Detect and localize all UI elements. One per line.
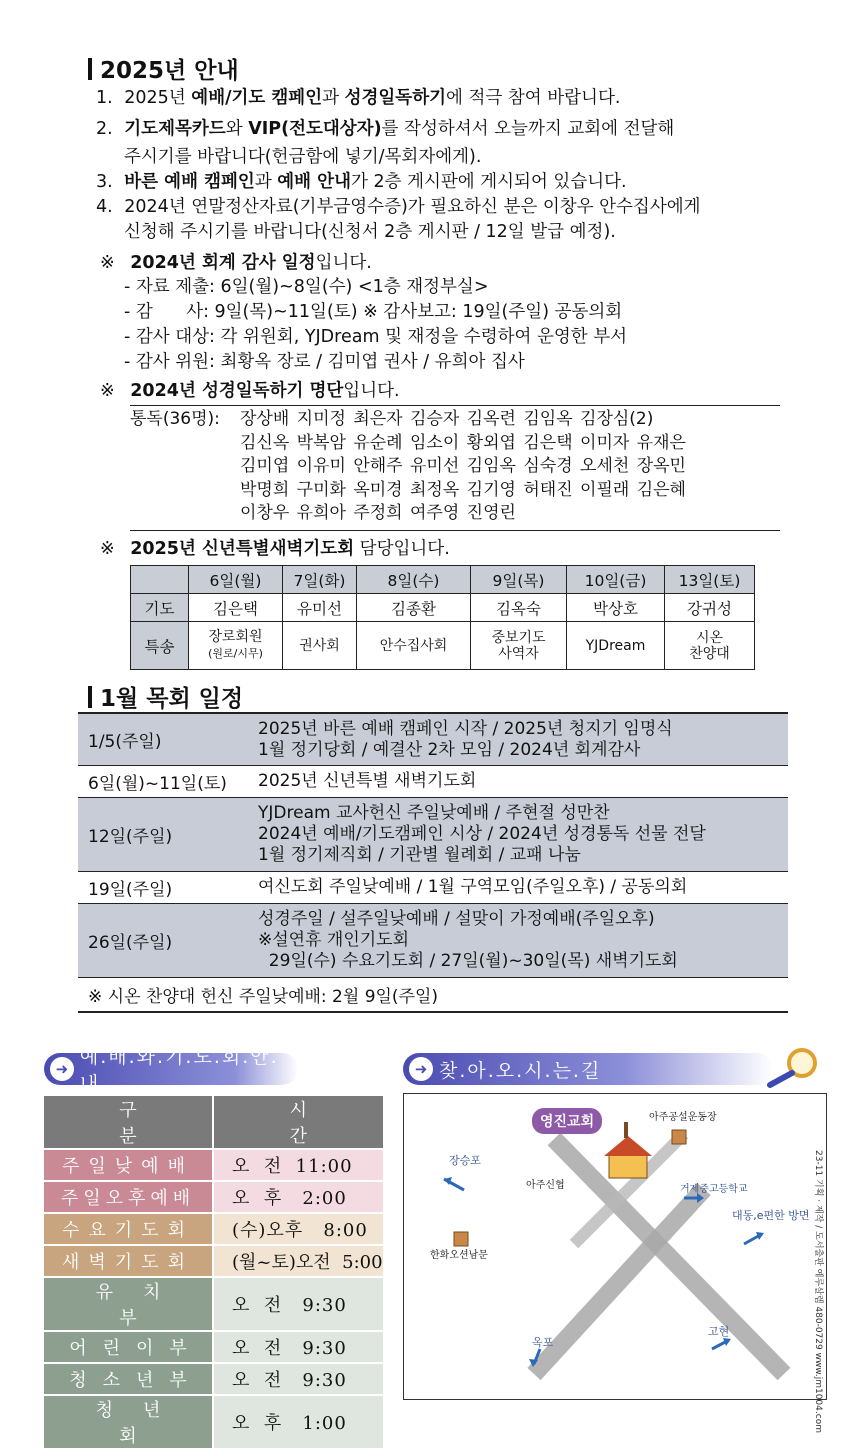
table-row [44, 1278, 383, 1330]
service-name: 청소년부 [44, 1364, 212, 1394]
audit-line-3: - 감사 대상: 각 위원회, YJDream 및 재정을 수령하여 운영한 부서 [124, 327, 628, 347]
item-text: 2024년 연말정산자료(기부금영수증)가 필요하신 분은 이창우 안수집사에게 [124, 197, 701, 217]
service-name: 새벽기도회 [44, 1246, 212, 1276]
desc-line: 1월 정기제직회 / 기관별 월례회 / 교패 나눔 [258, 845, 581, 865]
table-cell: 강귀성 [665, 594, 755, 622]
map-title-text: 찾.아.오.시.는.길 [439, 1059, 602, 1082]
day-header: 10일(금) [567, 566, 665, 594]
dawn-heading-bold: 2025년 신년특별새벽기도회 [130, 539, 355, 559]
schedule-date: 1/5(주일) [88, 732, 162, 752]
desc-line: ※설연휴 개인기도회 [258, 930, 410, 950]
day-header: 13일(토) [665, 566, 755, 594]
table-row [44, 1364, 383, 1394]
church-label: 영진교회 [532, 1108, 602, 1134]
cell-line: 장로회원 [208, 629, 263, 645]
names-row: 장상배 지미정 최은자 김승자 김옥련 김임옥 김장심(2) [240, 409, 654, 429]
worship-title [44, 1046, 298, 1095]
schedule-table [78, 712, 788, 1013]
map-label-gohyun: 고현 [708, 1325, 730, 1338]
service-time: 오 전 11:00 [214, 1150, 383, 1180]
item-text: 에 적극 참여 바랍니다. [446, 88, 621, 108]
service-time: 오 후 1:00 [214, 1396, 383, 1448]
schedule-title-text: 1월 목회 일정 [100, 686, 244, 712]
names-row: 김미엽 이유미 안해주 유미선 김임옥 심숙경 오세천 장옥민 [240, 456, 686, 476]
item-text: 를 작성하셔서 오늘까지 교회에 전달해 [381, 119, 675, 139]
service-time: 오 전 9:30 [214, 1278, 383, 1330]
arrow-circle-icon: ➜ [50, 1057, 74, 1081]
bible-readers-list [130, 405, 780, 531]
note-mark: ※ [100, 253, 115, 273]
table-cell: 김종환 [357, 594, 471, 622]
map [403, 1093, 827, 1400]
announce-item-4 [96, 196, 701, 218]
bible-heading-bold: 2024년 성경일독하기 명단 [130, 381, 344, 401]
table-cell [471, 622, 567, 670]
desc-line: 29일(수) 수요기도회 / 27일(월)~30일(목) 새벽기도회 [258, 951, 678, 971]
table-cell [567, 622, 665, 670]
desc-line: 2024년 예배/기도캠페인 시상 / 2024년 성경통독 선물 전달 [258, 824, 706, 844]
arrow-circle-icon: ➜ [409, 1057, 433, 1081]
desc-line: 성경주일 / 설주일낮예배 / 설맞이 가정예배(주일오후) [258, 909, 655, 929]
cell-line: 시온 [695, 629, 724, 646]
table-row [44, 1396, 383, 1448]
item-bold: 예배 안내 [277, 172, 351, 192]
map-label-jangseungpo: 장승포 [449, 1154, 481, 1167]
desc-line: 1월 정기당회 / 예결산 2차 모임 / 2024년 회계감사 [258, 739, 641, 760]
announce-item-2 [96, 118, 674, 140]
service-time: 오 후 2:00 [214, 1182, 383, 1212]
table-cell [665, 622, 755, 670]
table-cell: 김은택 [189, 594, 283, 622]
table-cell: 박상호 [567, 594, 665, 622]
table-cell: 김옥숙 [471, 594, 567, 622]
table-row [44, 1246, 383, 1276]
item-number: 3. [96, 172, 113, 192]
schedule-date: 12일(주일) [88, 827, 173, 847]
schedule-desc [258, 800, 706, 869]
map-label-stadium: 아주공설운동장 [649, 1112, 717, 1123]
map-label-okpo: 옥포 [532, 1336, 554, 1349]
list-item [130, 455, 780, 479]
item-number: 1. [96, 88, 113, 108]
row-header: 기도 [131, 594, 189, 622]
cell-line: 중보기도 [491, 629, 546, 646]
note-mark: ※ [100, 381, 115, 401]
desc-line: 여신도회 주일낮예배 / 1월 구역모임(주일오후) / 공동의회 [258, 877, 688, 897]
item-number: 2. [96, 119, 113, 139]
audit-heading-rest: 입니다. [315, 253, 372, 273]
map-label-hanwha: 한화오션남문 [430, 1250, 488, 1261]
service-time: (월~토)오전 5:00 [214, 1246, 383, 1276]
dawn-heading [100, 538, 450, 560]
announce-title [88, 52, 239, 85]
schedule-date: 26일(주일) [88, 933, 173, 953]
table-cell [357, 622, 471, 670]
day-header: 7일(화) [283, 566, 357, 594]
list-item [130, 432, 780, 456]
schedule-date: 19일(주일) [88, 880, 173, 900]
schedule-desc [258, 874, 687, 901]
item-number: 4. [96, 197, 113, 217]
table-row [131, 594, 755, 622]
table-row [131, 622, 755, 670]
worship-table [44, 1094, 383, 1450]
table-row [78, 766, 788, 798]
dawn-prayer-table [130, 565, 755, 670]
worship-title-text: 예.배.와.기.도.회.안.내 [79, 1046, 279, 1095]
schedule-title [88, 680, 243, 713]
item-bold: VIP(전도대상자) [248, 119, 382, 139]
side-credit [806, 1150, 826, 1210]
service-name: 수요기도회 [44, 1214, 212, 1244]
map-label-ajuhyup: 아주신협 [526, 1180, 565, 1191]
item-text: 2025년 [124, 88, 192, 108]
desc-line: 2025년 바른 예배 캠페인 시작 / 2025년 청지기 임명식 [258, 718, 673, 739]
cell-line: 안수집사회 [379, 637, 448, 654]
table-row [131, 566, 755, 594]
item-text: 과 [322, 88, 345, 108]
bible-heading [100, 380, 400, 402]
list-item [130, 479, 780, 503]
audit-line-1: - 자료 제출: 6일(월)~8일(수) <1층 재정부실> [124, 277, 489, 297]
list-item [130, 408, 780, 432]
header-cell: 구분 [44, 1096, 212, 1148]
announce-item-2-line2: 주시기를 바랍니다(헌금함에 넣기/목회자에게). [124, 147, 482, 167]
names-row: 김신옥 박복암 유순례 임소이 황외엽 김은택 이미자 유재은 [240, 432, 686, 453]
table-cell [189, 622, 283, 670]
desc-line: 2025년 신년특별 새벽기도회 [258, 771, 477, 791]
table-row [44, 1182, 383, 1212]
announce-item-1 [96, 87, 620, 109]
title-bar [88, 686, 92, 708]
schedule-note: ※ 시온 찬양대 헌신 주일낮예배: 2월 9일(주일) [78, 978, 788, 1013]
map-label-daedong: 대동,e편한 방면 [732, 1209, 810, 1222]
map-title [403, 1053, 773, 1085]
table-row [78, 872, 788, 904]
table-row [44, 1332, 383, 1362]
dawn-heading-rest: 담당입니다. [354, 539, 450, 559]
service-name: 유치부 [44, 1278, 212, 1330]
service-time: 오 전 9:30 [214, 1364, 383, 1394]
schedule-desc [258, 768, 476, 795]
item-bold: 성경일독하기 [344, 88, 447, 108]
item-bold: 바른 예배 캠페인 [124, 172, 255, 192]
item-text: 가 2층 게시판에 게시되어 있습니다. [351, 172, 627, 192]
service-time: (수)오후 8:00 [214, 1214, 383, 1244]
magnifier-icon [762, 1045, 824, 1089]
schedule-date: 6일(월)~11일(토) [88, 774, 227, 794]
cell-line: 찬양대 [689, 645, 730, 662]
announce-title-text: 2025년 안내 [100, 58, 239, 84]
table-cell: 유미선 [283, 594, 357, 622]
service-name: 청년회 [44, 1396, 212, 1448]
audit-line-2: - 감 사: 9일(목)~11일(토) ※ 감사보고: 19일(주일) 공동의회 [124, 302, 623, 322]
item-text: 과 [254, 172, 278, 192]
note-mark: ※ [100, 539, 115, 559]
table-row [78, 798, 788, 872]
service-name: 어린이부 [44, 1332, 212, 1362]
cell-line: 사역자 [498, 645, 539, 662]
table-row [78, 714, 788, 766]
title-bar [88, 58, 92, 80]
bible-heading-rest: 입니다. [343, 381, 400, 401]
day-header: 8일(수) [357, 566, 471, 594]
map-label-geoje-school: 거제중고등학교 [680, 1184, 748, 1195]
service-time: 오 전 9:30 [214, 1332, 383, 1362]
day-header: 9일(목) [471, 566, 567, 594]
schedule-desc [258, 716, 673, 764]
item-bold: 기도제목카드 [124, 119, 226, 139]
schedule-desc [258, 906, 678, 975]
item-text: 와 [225, 119, 249, 139]
cell-line: (원로/시무) [208, 647, 263, 660]
audit-heading-bold: 2024년 회계 감사 일정 [130, 253, 316, 273]
desc-line: YJDream 교사헌신 주일낮예배 / 주현절 성만찬 [258, 803, 610, 823]
table-cell [131, 566, 189, 594]
audit-line-4: - 감사 위원: 최황옥 장로 / 김미엽 권사 / 유희아 집사 [124, 352, 525, 372]
cell-line: 권사회 [299, 637, 340, 654]
names-row: 박명희 구미화 옥미경 최정옥 김기영 허태진 이필래 김은혜 [240, 479, 686, 500]
announce-item-4-line2: 신청해 주시기를 바랍니다(신청서 2층 게시판 / 12일 발급 예정). [124, 222, 616, 242]
table-row [44, 1214, 383, 1244]
day-header: 6일(월) [189, 566, 283, 594]
header-cell: 시간 [214, 1096, 383, 1148]
table-row [44, 1150, 383, 1180]
table-row [44, 1096, 383, 1148]
cell-line: YJDream [585, 637, 646, 654]
table-cell [283, 622, 357, 670]
audit-heading [100, 252, 372, 274]
service-name: 주일낮예배 [44, 1150, 212, 1180]
announce-item-3 [96, 171, 627, 193]
service-name: 주일오후예배 [44, 1182, 212, 1212]
item-bold: 예배/기도 캠페인 [191, 88, 323, 108]
names-row: 이창우 유희아 주정희 여주영 진영린 [240, 503, 516, 523]
table-row [78, 904, 788, 978]
bible-label: 통독(36명): [130, 409, 220, 429]
list-item [130, 502, 780, 526]
row-header: 특송 [131, 622, 189, 670]
